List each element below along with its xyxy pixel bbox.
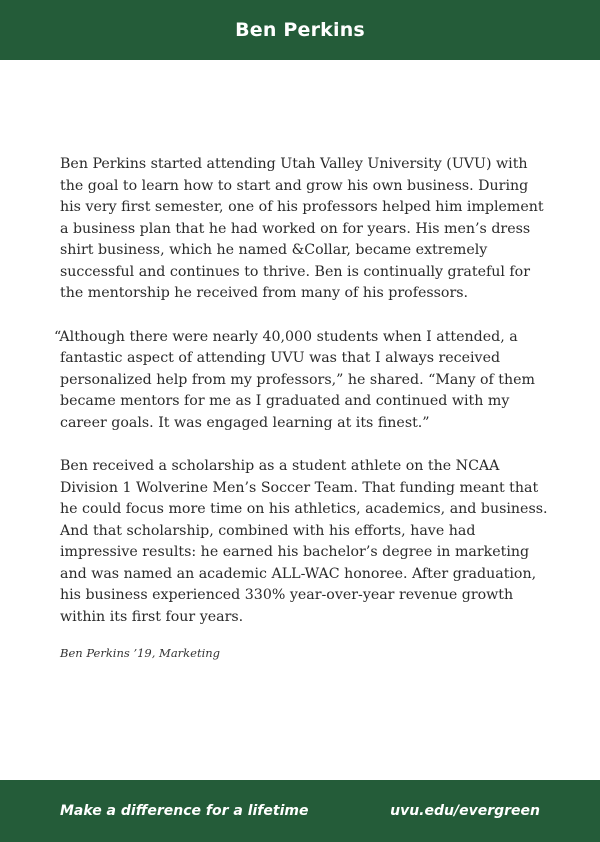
scholarship-paragraph: Ben received a scholarship as a student athlete on the NCAA Division 1 Wolverine Men’s Soccer Team. That funding meant that he could focus more time on his athletics, academics, and business. And that scholarship, combined with his efforts, have had impressive results: he earned his bachelor’s degree in marketing and was named an academic ALL-WAC honoree. After graduation, his business experienced 330% year-over-year revenue growth within its first four years. bbox=[60, 458, 548, 625]
article-body bbox=[54, 154, 548, 660]
page-title: Ben Perkins bbox=[235, 19, 365, 41]
footer-tagline: Make a difference for a lifetime bbox=[60, 803, 309, 819]
quote-paragraph: “Although there were nearly 40,000 students when I attended, a fantastic aspect of attending UVU was that I always received personalized help from my professors,” he shared. “Many of them became mentors for me as I graduated and continued with my career goals. It was engaged learning at its finest.” bbox=[54, 328, 535, 431]
footer-url-link[interactable]: uvu.edu/evergreen bbox=[390, 803, 540, 819]
header-banner bbox=[0, 0, 600, 60]
intro-paragraph: Ben Perkins started attending Utah Valley University (UVU) with the goal to learn how to start and grow his own business. During his very first semester, one of his professors helped him implement a business plan that he had worked on for years. His men’s dress shirt business, which he named &Collar, became extremely successful and continues to thrive. Ben is continually grateful for the mentorship he received from many of his professors. bbox=[60, 156, 544, 301]
author-credit: Ben Perkins ’19, Marketing bbox=[60, 646, 221, 660]
footer-banner bbox=[0, 780, 600, 842]
